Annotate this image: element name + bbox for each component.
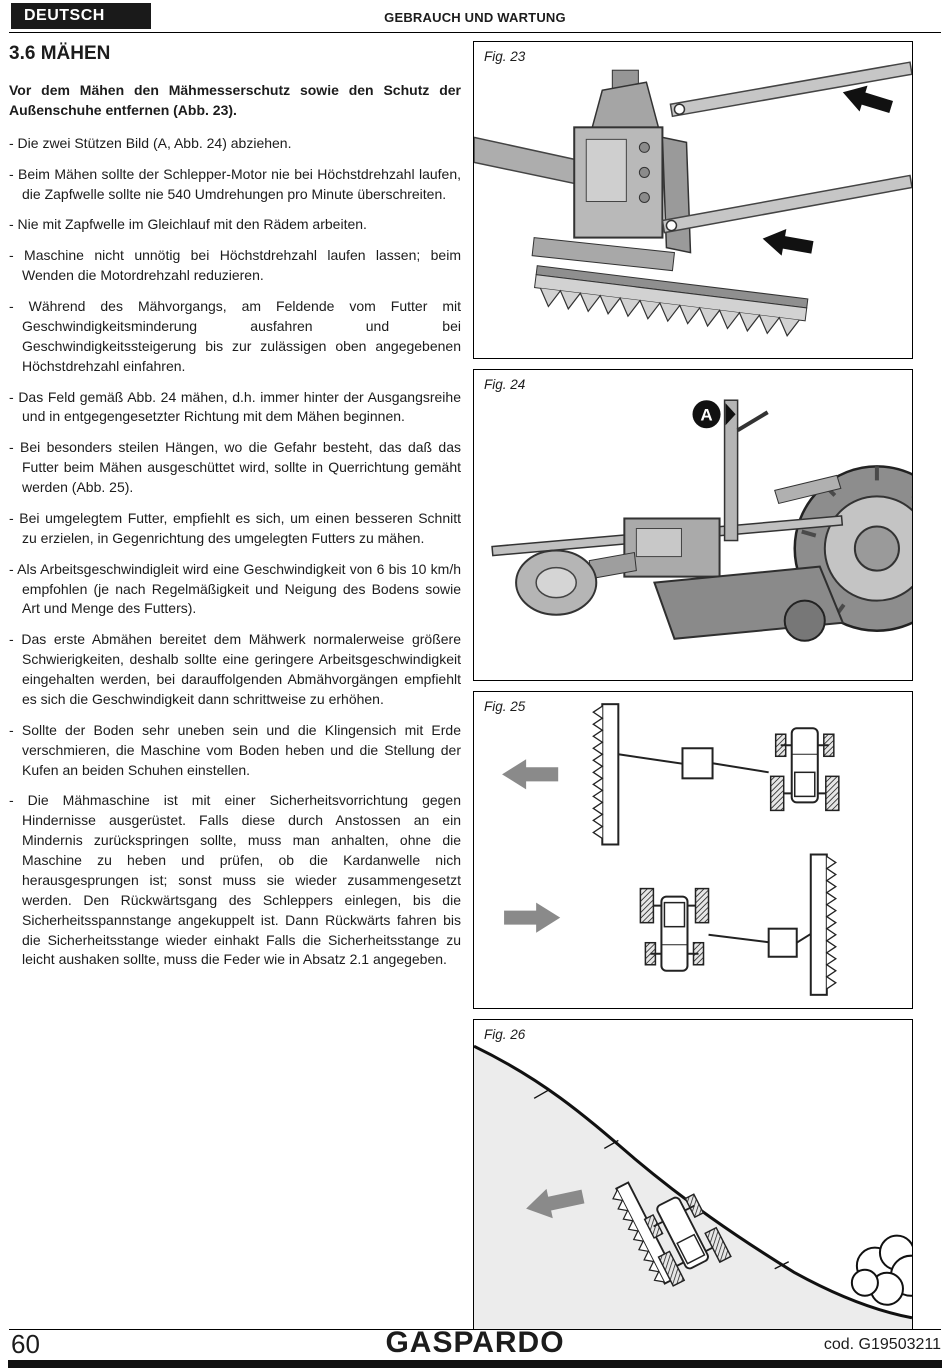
language-label: DEUTSCH xyxy=(11,3,151,29)
page-number: 60 xyxy=(11,1329,40,1359)
bullet-item: - Bei besonders steilen Hängen, wo die Gefahr besteht, das daß das Futter beim Mähen ausgeschüttet wird, sollte in Querrichtung gemäht werden (Abb. 25). xyxy=(9,439,461,495)
page-footer xyxy=(9,1328,941,1358)
mount-frame-bottom xyxy=(709,929,813,957)
figure-23-panel xyxy=(473,41,913,359)
bullet-item: - Die Mähmaschine ist mit einer Sicherheitsvorrichtung gegen Hindernisse ausgerüstet. Falls diese durch Anstossen an ein Mindernis zurückspringen sollte, muss man anhalten, ohne die Maschine zu heben und prüfen, ob die Kardanwelle nich herausgesprungen ist; sonst muss sie wieder zusammengesetzt werden. Den Rückwärtsgang des Schleppers einlegen, bis die Sicherheitsspannstange angekuppelt ist. Dann Rückwärts fahren bis die Sicherheitsstange wieder einhakt Falls die Sicherheitsstange zu leicht aushaken sollte, muss die Feder wie in Absatz 2.1 angegeben. xyxy=(9,792,461,968)
bullet-item: - Beim Mähen sollte der Schlepper-Motor nie bei Höchstdrehzahl laufen, die Zapfwelle sollte nie 540 Umdrehungen pro Minute überschreiten. xyxy=(9,165,461,202)
figure-26-label: Fig. 26 xyxy=(484,1027,526,1042)
bullet-item: - Bei umgelegtem Futter, empfiehlt es sich, um einen besseren Schnitt zu erzielen, in Gegenrichtung des umgelegten Futters zu mähen. xyxy=(9,509,461,546)
figure-24-label: Fig. 24 xyxy=(484,377,526,392)
fig23-illustration xyxy=(474,42,912,358)
mower-body xyxy=(474,70,690,270)
page-header xyxy=(9,0,941,33)
bullet-item: - Das Feld gemäß Abb. 24 mähen, d.h. immer hinter der Ausgangsreihe und in entgegengesetzter Richtung mit dem Mähen beginnen. xyxy=(9,388,461,425)
blade-guard-rails xyxy=(662,62,912,232)
cutter-bar xyxy=(532,266,807,338)
tractor-top-view xyxy=(640,889,708,971)
figure-24-panel xyxy=(473,369,913,681)
bullet-item: - Maschine nicht unnötig bei Höchstdrehzahl laufen lassen; beim Wenden die Motordrehzahl reduzieren. xyxy=(9,247,461,284)
figure-column xyxy=(473,41,913,1330)
cutter-bar-top-view xyxy=(811,855,836,995)
hillside xyxy=(474,1046,912,1329)
section-title: 3.6 MÄHEN xyxy=(9,43,111,64)
callout-a-letter: A xyxy=(700,405,713,425)
bullet-item: - Nie mit Zapfwelle im Gleichlauf mit den Rädem arbeiten. xyxy=(9,216,367,233)
tractor-top-view xyxy=(771,728,839,810)
intro-paragraph: Vor dem Mähen den Mähmesserschutz sowie den Schutz der Außenschuhe entfernen (Abb. 23). xyxy=(9,82,461,118)
text-column xyxy=(9,41,461,1330)
bullet-item: - Während des Mähvorgangs, am Feldende vom Futter mit Geschwindigkeitsminderung ausfahren und bei Geschwindigkeitssteigerung bis zur zulässigen oben angegebenen Höchstdrehzahl einfahren. xyxy=(9,298,461,374)
support-skid xyxy=(516,551,636,615)
fig24-illustration xyxy=(474,370,912,680)
fig25-illustration xyxy=(474,692,912,1008)
mount-frame-top xyxy=(618,748,768,778)
figure-25-panel xyxy=(473,691,913,1009)
bullet-item: - Die zwei Stützen Bild (A, Abb. 24) abziehen. xyxy=(9,134,292,151)
bush xyxy=(852,1236,912,1305)
pass-direction-right-arrow-icon xyxy=(504,903,560,933)
document-code: cod. G19503211 xyxy=(823,1336,941,1353)
bottom-bar xyxy=(8,1360,942,1368)
manual-title: GEBRAUCH UND WARTUNG xyxy=(384,10,566,25)
figure-26-panel xyxy=(473,1019,913,1330)
bullet-item: - Als Arbeitsgeschwindigleit wird eine Geschwindigkeit von 6 bis 10 km/h empfohlen (je nach Regelmäßigkeit und Neigung des Bodens sowie Art und Menge des Futters). xyxy=(9,560,461,617)
bullet-item: - Das erste Abmähen bereitet dem Mähwerk normalerweise größere Schwierigkeiten, deshalb sollte eine geringere Arbeitsgeschwindigkeit eingehalten werden, bei darauffolgenden Abmähvorgängen empfiehlt es sich die Geschwindigkeit dann schrittweise zu erhöhen. xyxy=(9,631,461,707)
remove-arrow-bottom-icon xyxy=(760,225,814,260)
pass-direction-left-arrow-icon xyxy=(502,759,558,789)
bullet-item: - Sollte der Boden sehr uneben sein und die Klingensich mit Erde verschmieren, die Maschine vom Boden heben und die Stellung der Kufen an beiden Schuhen einstellen. xyxy=(9,721,461,778)
fig26-illustration xyxy=(474,1020,912,1329)
figure-25-label: Fig. 25 xyxy=(484,699,526,714)
main-content xyxy=(9,33,941,1330)
brand-logo: GASPARDO xyxy=(385,1326,565,1359)
cutter-bar-top-view xyxy=(593,704,618,844)
figure-23-label: Fig. 23 xyxy=(484,49,526,64)
